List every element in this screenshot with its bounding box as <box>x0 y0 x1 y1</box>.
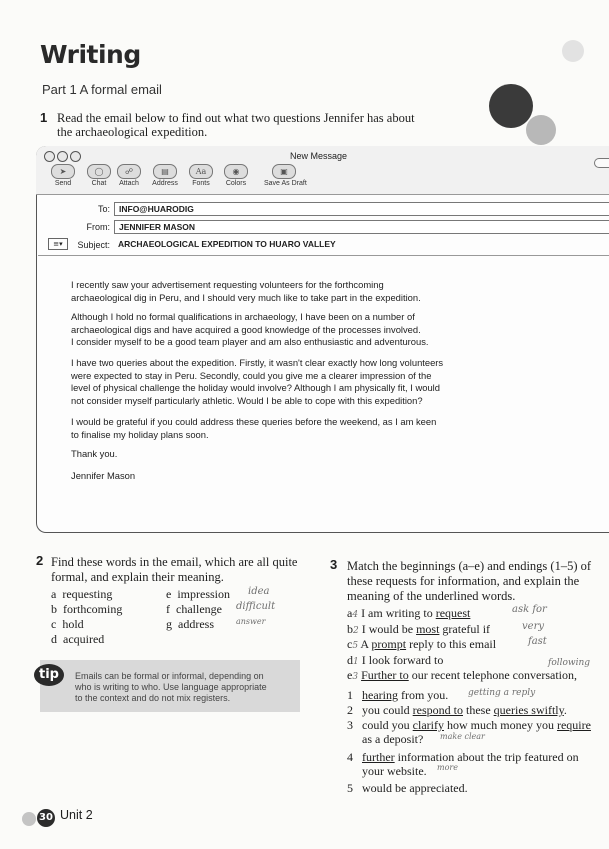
fonts-button[interactable]: Aa Fonts <box>186 164 216 187</box>
ending-3: 3 could you clarify how much money you require <box>347 718 591 732</box>
decorative-circle-dark <box>489 84 533 128</box>
word-item-f: f challenge <box>166 602 222 616</box>
task1-number: 1 <box>40 110 48 125</box>
page-number: 30 <box>37 809 55 827</box>
color-wheel-icon: ◉ <box>224 164 248 179</box>
address-book-icon: ▤ <box>153 164 177 179</box>
ending-4: 4 further information about the trip featured on <box>347 750 579 764</box>
ending-5: 5 would be appreciated. <box>347 781 468 795</box>
fonts-icon: Aa <box>189 164 213 179</box>
word-item-b: b forthcoming <box>51 602 123 616</box>
address-button[interactable]: ▤ Address <box>150 164 180 187</box>
toolbar-toggle-button[interactable] <box>594 158 609 168</box>
decorative-circle-gray <box>526 115 556 145</box>
subject-label: Subject: <box>77 240 110 250</box>
beginning-c: c5 A prompt reply to this email <box>347 637 497 651</box>
task1-instruction-line1: Read the email below to find out what two questions Jennifer has about <box>57 111 415 125</box>
send-button[interactable]: ➤ Send <box>48 164 78 187</box>
ending-1: 1 hearing from you. <box>347 688 449 702</box>
body-signature: Jennifer Mason <box>71 470 136 481</box>
to-label: To: <box>97 204 110 214</box>
word-item-c: c hold <box>51 617 84 631</box>
task2-instruction-line2: formal, and explain their meaning. <box>51 570 224 584</box>
task3-number: 3 <box>330 557 338 572</box>
draft-icon: ▣ <box>272 164 296 179</box>
save-as-draft-button[interactable]: ▣ Save As Draft <box>264 164 304 187</box>
handwritten-note-make-clear: make clear <box>440 732 485 741</box>
paperclip-icon: ☍ <box>117 164 141 179</box>
subject-field[interactable]: ARCHAEOLOGICAL EXPEDITION TO HUARO VALLEY <box>118 239 336 249</box>
handwritten-note-very: very <box>522 621 544 632</box>
tip-badge: tip <box>34 664 64 686</box>
zoom-window-icon[interactable] <box>70 151 81 162</box>
task3-instruction-line3: meaning of the underlined words. <box>347 589 516 603</box>
page-title: Writing <box>40 40 141 69</box>
handwritten-note-difficult: difficult <box>236 601 276 612</box>
task1-instruction-line2: the archaeological expedition. <box>57 125 208 139</box>
task2-instruction-line1: Find these words in the email, which are all quite <box>51 555 298 569</box>
send-icon: ➤ <box>51 164 75 179</box>
handwritten-note-fast: fast <box>528 636 547 647</box>
task3-instruction-line1: Match the beginnings (a–e) and endings (1–5) of <box>347 559 592 573</box>
chat-button[interactable]: ◯ Chat <box>84 164 114 187</box>
attach-button[interactable]: ☍ Attach <box>114 164 144 187</box>
close-window-icon[interactable] <box>44 151 55 162</box>
window-title: New Message <box>290 151 348 161</box>
handwritten-note-idea: idea <box>248 586 270 597</box>
handwritten-note-ask-for: ask for <box>512 604 547 615</box>
chat-icon: ◯ <box>87 164 111 179</box>
colors-button[interactable]: ◉ Colors <box>221 164 251 187</box>
beginning-e: e3 Further to our recent telephone conversation, <box>347 668 577 682</box>
page-subtitle: Part 1 A formal email <box>42 82 162 97</box>
header-divider <box>38 255 609 256</box>
handwritten-note-getting-reply: getting a reply <box>468 688 536 698</box>
beginning-d: d1 I look forward to <box>347 653 444 667</box>
task2-number: 2 <box>36 553 44 568</box>
handwritten-note-more: more <box>437 763 458 772</box>
to-field[interactable]: INFO@HUARODIG <box>114 202 609 216</box>
from-label: From: <box>86 222 110 232</box>
word-item-a: a requesting <box>51 587 113 601</box>
body-paragraph-2: Although I hold no formal qualifications in archaeology, I have been on a number of archaeological digs and have acquired a good knowledge of the processes involved. I consider myself to be a good team player and am also enthusiastic and adventurous. <box>71 311 429 347</box>
from-field[interactable]: JENNIFER MASON <box>114 220 609 234</box>
beginning-a: a4 I am writing to request <box>347 606 471 620</box>
handwritten-note-following: following <box>548 658 591 668</box>
minimize-window-icon[interactable] <box>57 151 68 162</box>
body-paragraph-4: I would be grateful if you could address these queries before the weekend, as I am keen to finalise my holiday plans soon. <box>71 416 437 440</box>
tip-text: Emails can be formal or informal, depending on who is writing to who. Use language appropriate to the context and do not mix registers. <box>75 671 267 703</box>
task3-instruction-line2: these requests for information, and explain the <box>347 574 580 588</box>
body-paragraph-1: I recently saw your advertisement requesting volunteers for the forthcoming archaeological dig in Peru, and I should very much like to take part in the expedition. <box>71 279 421 303</box>
word-item-g: g address <box>166 617 214 631</box>
word-item-e: e impression <box>166 587 230 601</box>
ending-3-continued: as a deposit? <box>362 732 424 746</box>
beginning-b: b2 I would be most grateful if <box>347 622 491 636</box>
unit-label: Unit 2 <box>60 808 93 822</box>
ending-2: 2 you could respond to these queries swiftly. <box>347 703 567 717</box>
ending-4-continued: your website. <box>362 764 427 778</box>
priority-menu-icon[interactable]: ≡▾ <box>48 238 68 250</box>
handwritten-note-answer: answer <box>236 617 266 626</box>
body-paragraph-3: I have two queries about the expedition. Firstly, it wasn't clear exactly how long volunteers were expected to stay in Peru. Secondly, could you give me a clearer impression of the level of physical challenge the holiday would involve? Although I am physically fit, I would not consider myself particularly athletic. Would I be able to cope with this expedition? <box>71 357 444 406</box>
word-item-d: d acquired <box>51 632 105 646</box>
body-sign-off: Thank you. <box>71 448 118 459</box>
decorative-circle-light <box>562 40 584 62</box>
footer-decorative-circle <box>22 812 36 826</box>
